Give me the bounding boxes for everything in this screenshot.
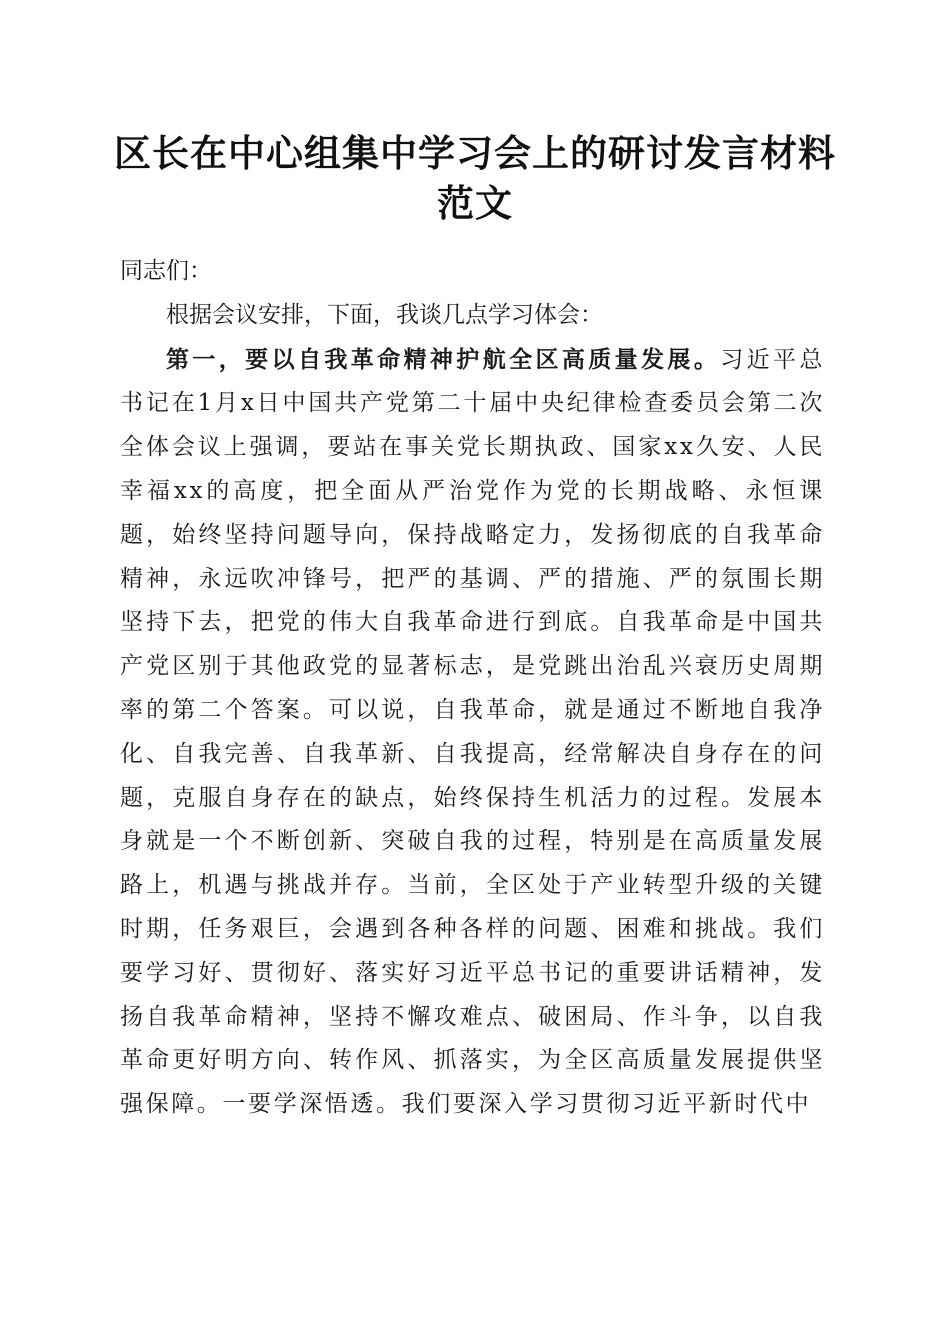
section-1-paragraph xyxy=(120,338,825,1127)
document-body xyxy=(120,250,825,1127)
section-1-lead: 第一，要以自我革命精神护航全区高质量发展。 xyxy=(166,345,721,373)
intro-paragraph: 根据会议安排，下面，我谈几点学习体会： xyxy=(166,301,603,328)
salutation: 同志们： xyxy=(120,258,212,284)
section-1-body: 习近平总书记在1月x日中国共产党第二十届中央纪律检查委员会第二次全体会议上强调，要站在事关党长期执政、国家xx久安、人民幸福xx的高度，把全面从严治党作为党的长期战略、永恒课题，始终坚持问题导向，保持战略定力，发扬彻底的自我革命精神，永远吹冲锋号，把严的基调、严的措施、严的氛围长期坚持下去，把党的伟大自我革命进行到底。自我革命是中国共产党区别于其他政党的显著标志，是党跳出治乱兴衰历史周期率的第二个答案。可以说，自我革命，就是通过不断地自我净化、自我完善、自我革新、自我提高，经常解决自身存在的问题，克服自身存在的缺点，始终保持生机活力的过程。发展本身就是一个不断创新、突破自我的过程，特别是在高质量发展路上，机遇与挑战并存。当前，全区处于产业转型升级的关键时期，任务艰巨，会遇到各种各样的问题、困难和挑战。我们要学习好、贯彻好、落实好习近平总书记的重要讲话精神，发扬自我革命精神，坚持不懈攻难点、破困局、作斗争，以自我革命更好明方向、转作风、抓落实，为全区高质量发展提供坚强保障。一要学深悟透。我们要深入学习贯彻习近平新时代中 xyxy=(120,346,825,1118)
document-title: 区长在中心组集中学习会上的研讨发言材料范文 xyxy=(114,131,836,225)
